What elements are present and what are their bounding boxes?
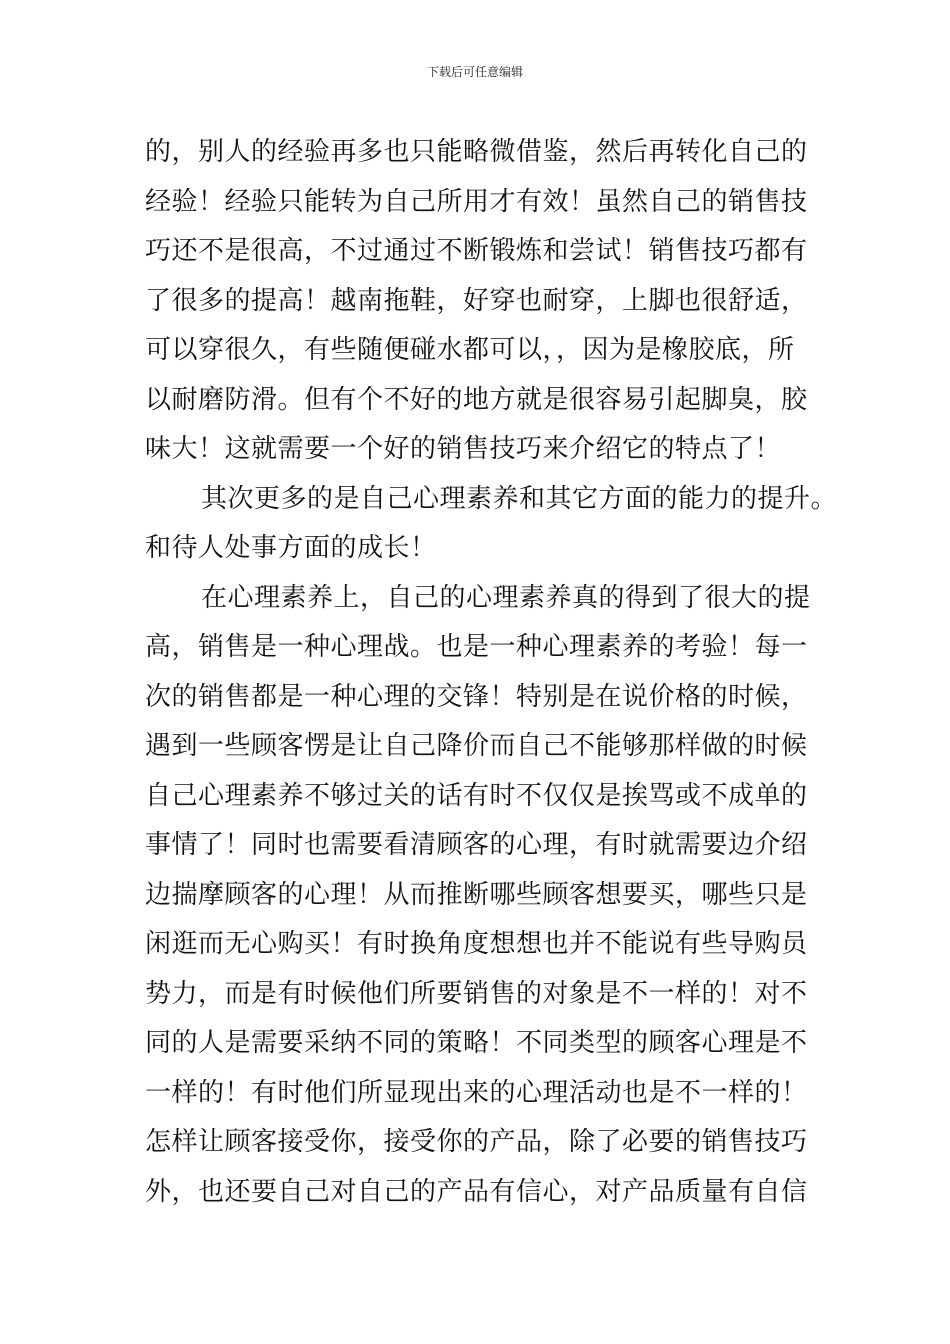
paragraph-start-line: 在心理素养上，自己的心理素养真的得到了很大的提 xyxy=(201,582,811,613)
document-body xyxy=(145,128,838,1217)
text-line: 外，也还要自己对自己的产品有信心，对产品质量有自信 xyxy=(145,1176,808,1207)
text-line: 怎样让顾客接受你，接受你的产品，除了必要的销售技巧 xyxy=(145,1127,808,1157)
text-line: 味大！这就需要一个好的销售技巧来介绍它的特点了！ xyxy=(145,434,782,464)
text-line: 同的人是需要采纳不同的策略！不同类型的顾客心理是不 xyxy=(145,1028,808,1058)
text-line: 势力，而是有时候他们所要销售的对象是不一样的！对不 xyxy=(145,978,808,1009)
paragraph-start-line: 其次更多的是自己心理素养和其它方面的能力的提升。 xyxy=(201,483,838,514)
text-line: 边揣摩顾客的心理！从而推断哪些顾客想要买，哪些只是 xyxy=(145,879,808,910)
text-line: 一样的！有时他们所显现出来的心理活动也是不一样的！ xyxy=(145,1077,808,1108)
text-line: 和待人处事方面的成长！ xyxy=(145,533,437,563)
text-line: 经验！经验只能转为自己所用才有效！虽然自己的销售技 xyxy=(145,186,808,217)
page-header: 下载后可任意编辑 xyxy=(426,65,523,79)
text-line: 次的销售都是一种心理的交锋！特别是在说价格的时候， xyxy=(145,681,808,712)
text-line: 遇到一些顾客愣是让自己降价而自己不能够那样做的时候 xyxy=(145,731,808,761)
text-line: 闲逛而无心购买！有时换角度想想也并不能说有些导购员 xyxy=(145,929,808,959)
text-line: 巧还不是很高，不过通过不断锻炼和尝试！销售技巧都有 xyxy=(145,236,808,266)
text-line: 了很多的提高！越南拖鞋，好穿也耐穿，上脚也很舒适， xyxy=(145,285,808,316)
text-line: 以耐磨防滑。但有个不好的地方就是很容易引起脚臭，胶 xyxy=(145,384,808,415)
text-line: 可以穿很久，有些随便碰水都可以，，因为是橡胶底，所 xyxy=(145,335,795,365)
text-line: 高，销售是一种心理战。也是一种心理素养的考验！每一 xyxy=(145,632,808,662)
text-line: 事情了！同时也需要看清顾客的心理，有时就需要边介绍 xyxy=(145,830,808,860)
text-line: 自己心理素养不够过关的话有时不仅仅是挨骂或不成单的 xyxy=(145,780,808,811)
text-line: 的，别人的经验再多也只能略微借鉴，然后再转化自己的 xyxy=(145,137,808,167)
